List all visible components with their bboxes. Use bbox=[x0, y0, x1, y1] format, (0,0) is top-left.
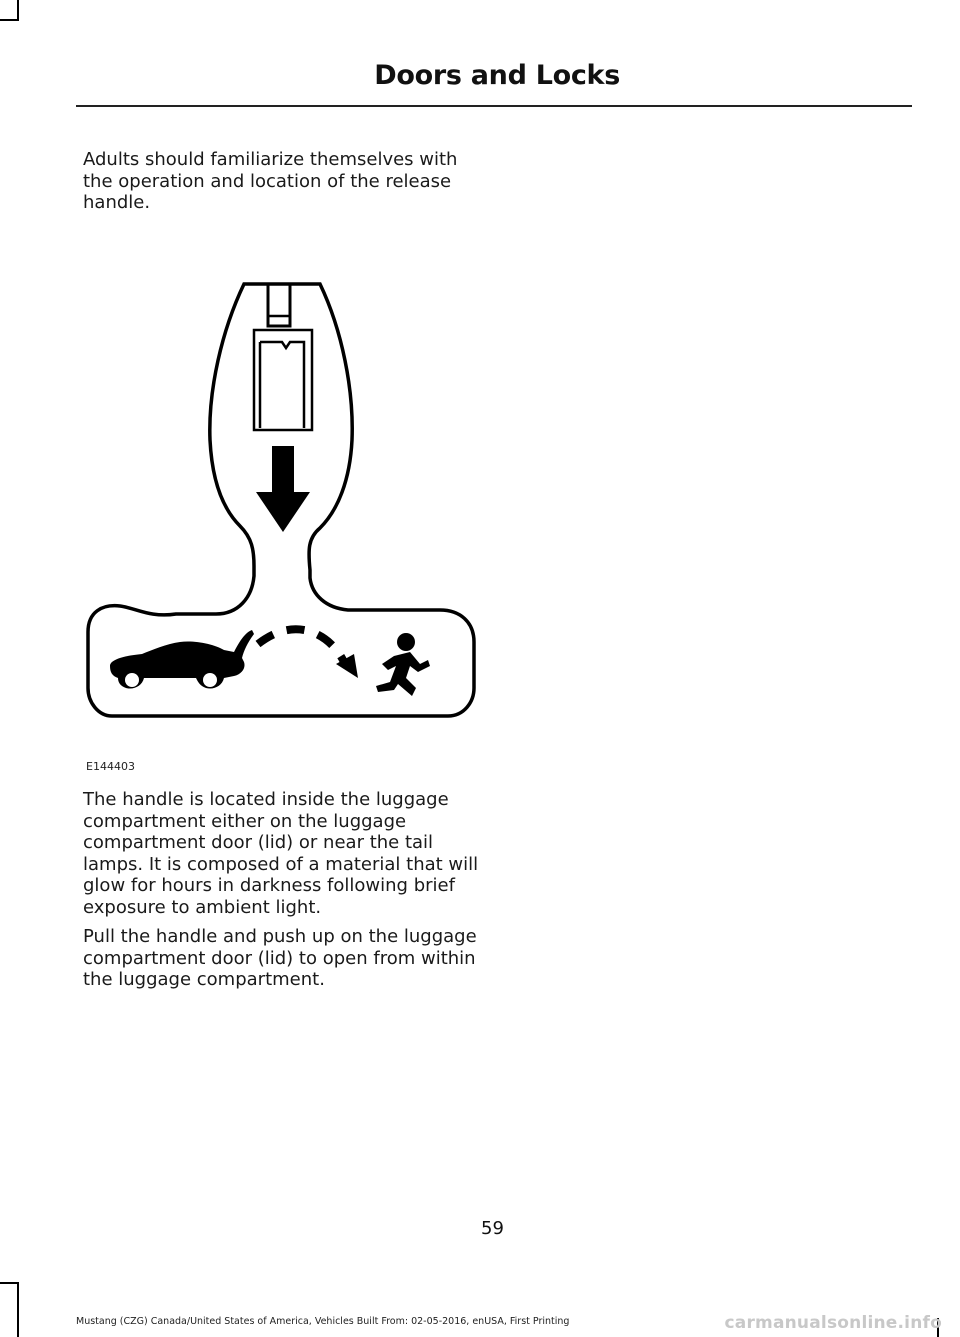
crop-mark-top-left-vertical bbox=[17, 0, 19, 20]
down-arrow-icon bbox=[256, 446, 310, 532]
dashed-arc-arrow-icon bbox=[258, 629, 358, 678]
crop-mark-bottom-left-horizontal bbox=[0, 1282, 19, 1284]
trunk-release-figure bbox=[76, 270, 476, 724]
header-rule bbox=[76, 105, 912, 107]
handle-location-paragraph: The handle is located inside the luggage compartment either on the luggage compartment door (lid) or near the tail lamps. It is composed of a material that will glow for hours in darkness following brief exposure to ambient light. bbox=[83, 789, 479, 918]
car-open-trunk-icon bbox=[110, 630, 254, 689]
crop-mark-top-left-horizontal bbox=[0, 19, 19, 21]
publication-line: Mustang (CZG) Canada/United States of America, Vehicles Built From: 02-05-2016, enUSA, First Printing bbox=[76, 1316, 570, 1327]
running-person-icon bbox=[376, 633, 430, 696]
handle-slot bbox=[268, 284, 290, 326]
trunk-release-handle-icon bbox=[76, 270, 476, 720]
operation-paragraph: Pull the handle and push up on the luggage compartment door (lid) to open from within the luggage compartment. bbox=[83, 926, 477, 990]
watermark[interactable]: carmanualsonline.info bbox=[724, 1313, 942, 1333]
page-number: 59 bbox=[481, 1218, 504, 1239]
crop-mark-bottom-left-vertical bbox=[17, 1282, 19, 1337]
intro-paragraph: Adults should familiarize themselves with the operation and location of the release handle. bbox=[83, 149, 458, 213]
section-title: Doors and Locks bbox=[374, 60, 620, 91]
figure-code: E144403 bbox=[86, 760, 135, 773]
